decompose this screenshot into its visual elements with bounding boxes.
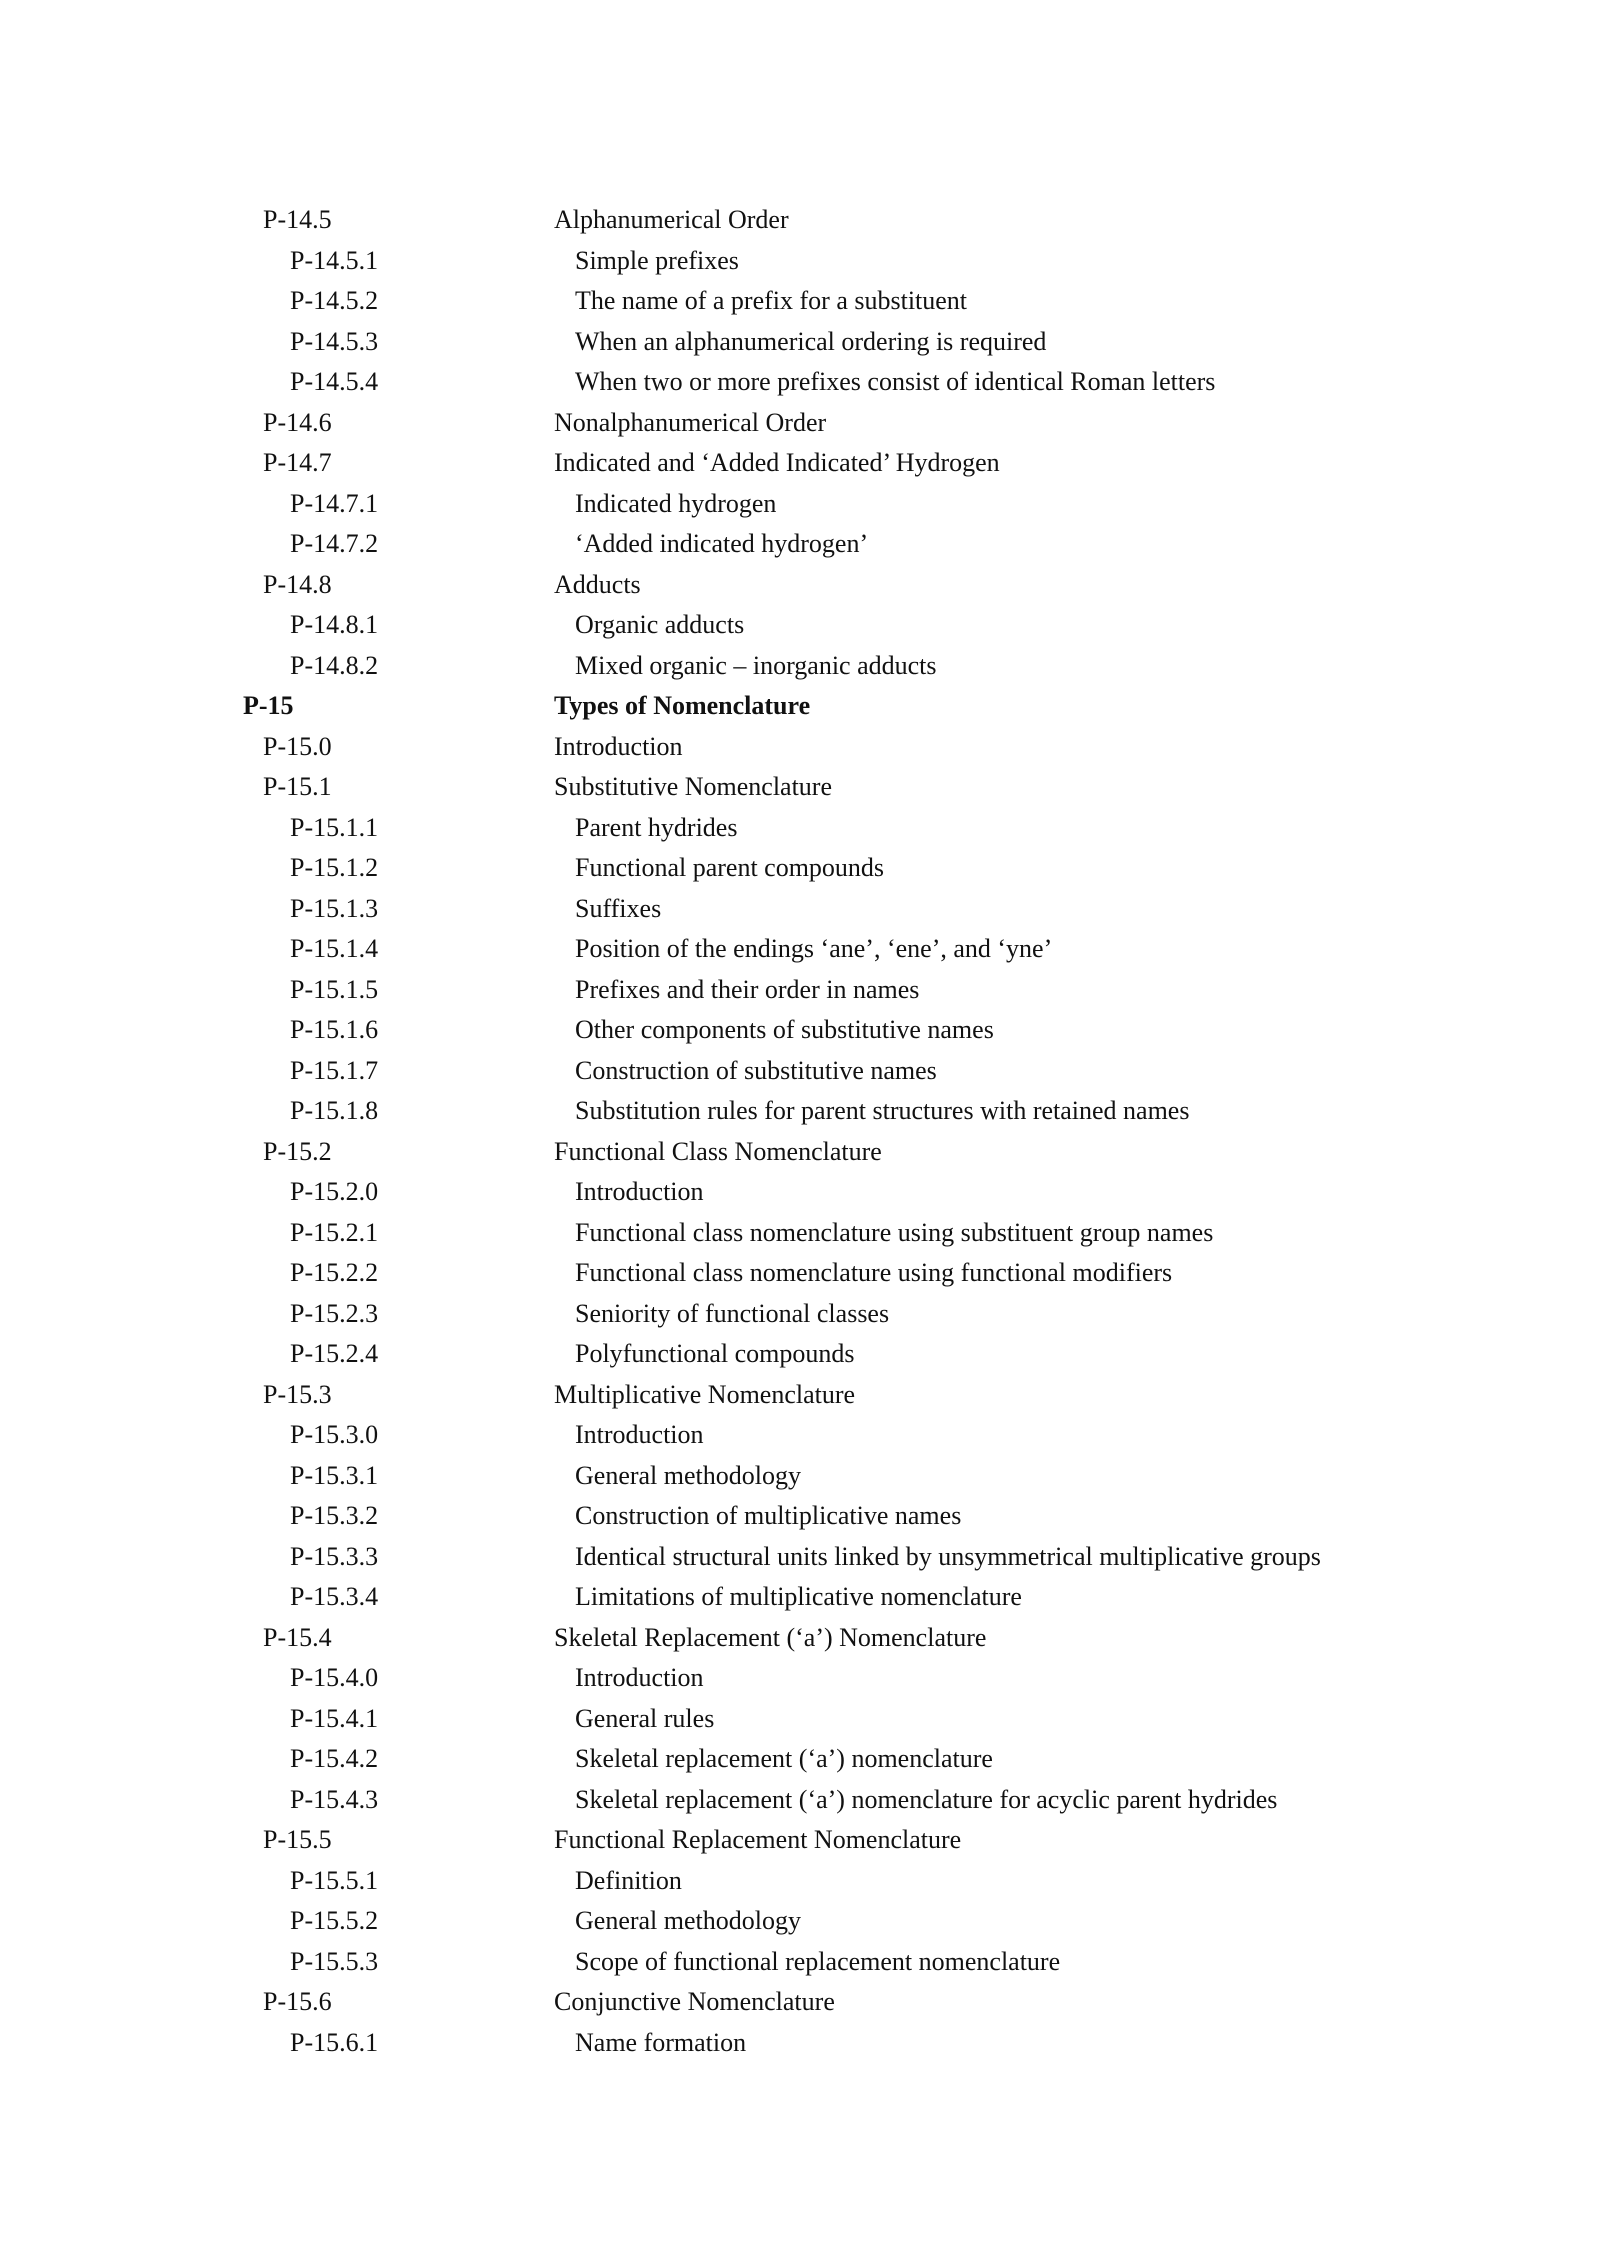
toc-entry-title: General rules: [575, 1703, 715, 1733]
toc-entry: [0, 970, 1600, 1011]
toc-entry: [0, 1132, 1600, 1173]
toc-entry-number: P-15.5.2: [290, 1906, 379, 1935]
toc-entry-title: ‘Added indicated hydrogen’: [575, 529, 869, 558]
toc-entry-title: Skeletal replacement (‘a’) nomenclature for acyclic parent hydrides: [575, 1784, 1278, 1814]
toc-entry-number: P-15.5: [263, 1825, 332, 1854]
toc-entry-title: Multiplicative Nomenclature: [554, 1379, 856, 1409]
toc-entry: [0, 1537, 1600, 1578]
toc-entry-title: Suffixes: [575, 893, 662, 923]
toc-entry: [0, 605, 1600, 646]
toc-entry-number: P-15.1.5: [290, 974, 379, 1004]
toc-entry-title: Functional Replacement Nomenclature: [554, 1825, 962, 1854]
toc-entry-title: Nonalphanumerical Order: [554, 407, 827, 437]
toc-entry-number: P-14.8: [263, 569, 332, 599]
toc-entry-title: Functional class nomenclature using substituent group names: [575, 1217, 1214, 1247]
toc-entry: [0, 808, 1600, 849]
toc-entry-number: P-15.6.1: [290, 2027, 379, 2057]
toc-entry-title: Substitution rules for parent structures with retained names: [575, 1096, 1190, 1125]
toc-entry: [0, 1982, 1600, 2023]
toc-entry-number: P-14.7: [263, 448, 332, 477]
toc-entry-title: Construction of multiplicative names: [575, 1501, 962, 1530]
toc-entry-title: Simple prefixes: [575, 245, 739, 275]
toc-entry-number: P-14.7.1: [290, 488, 379, 518]
toc-entry: [0, 241, 1600, 282]
toc-entry-title: When an alphanumerical ordering is required: [575, 326, 1047, 356]
toc-entry-number: P-15.1.3: [290, 893, 379, 923]
toc-entry-number: P-15.1.2: [290, 853, 379, 882]
toc-entry-number: P-15.4.1: [290, 1703, 379, 1733]
toc-entry-title: Skeletal Replacement (‘a’) Nomenclature: [554, 1622, 987, 1652]
toc-entry: [0, 767, 1600, 808]
toc-entry: [0, 1699, 1600, 1740]
toc-entry: [0, 322, 1600, 363]
toc-entry: [0, 1861, 1600, 1902]
toc-entry-number: P-14.7.2: [290, 529, 379, 558]
toc-entry: [0, 281, 1600, 322]
toc-entry-number: P-15.3.0: [290, 1420, 379, 1449]
toc-entry: [0, 1942, 1600, 1983]
toc-entry-title: Construction of substitutive names: [575, 1055, 937, 1085]
toc-entry-title: Substitutive Nomenclature: [554, 772, 833, 801]
toc-entry: [0, 403, 1600, 444]
toc-entry-title: Definition: [575, 1865, 682, 1895]
toc-entry: [0, 1780, 1600, 1821]
toc-entry: [0, 1618, 1600, 1659]
toc-entry-title: Other components of substitutive names: [575, 1015, 994, 1044]
toc-entry-title: Position of the endings ‘ane’, ‘ene’, and ‘yne’: [575, 934, 1053, 963]
toc-entry: [0, 1375, 1600, 1416]
toc-entry-number: P-15.4.0: [290, 1663, 379, 1692]
toc-entry-title: Indicated and ‘Added Indicated’ Hydrogen: [554, 448, 1000, 477]
toc-entry-number: P-15.3.2: [290, 1501, 379, 1530]
toc-entry-number: P-15.1.1: [290, 812, 379, 842]
toc-entry: [0, 524, 1600, 565]
toc-entry: [0, 1577, 1600, 1618]
toc-entry-number: P-15.2: [263, 1136, 332, 1166]
toc-entry: [0, 889, 1600, 930]
toc-entry: [0, 443, 1600, 484]
toc-entry: [0, 646, 1600, 687]
toc-entry-title: Scope of functional replacement nomenclature: [575, 1946, 1061, 1976]
toc-entry-title: Polyfunctional compounds: [575, 1339, 855, 1368]
toc-entry-title: Identical structural units linked by unsymmetrical multiplicative groups: [575, 1541, 1321, 1571]
toc-entry-title: When two or more prefixes consist of identical Roman letters: [575, 367, 1216, 396]
toc-entry-number: P-15.4.3: [290, 1784, 379, 1814]
toc-entry-title: Introduction: [575, 1420, 704, 1449]
toc-entry: [0, 1456, 1600, 1497]
toc-entry-number: P-14.8.1: [290, 610, 379, 639]
toc-entry-title: Mixed organic – inorganic adducts: [575, 650, 937, 680]
toc-entry: [0, 200, 1600, 241]
toc-entry-title: Types of Nomenclature: [554, 691, 811, 720]
toc-entry-number: P-15.4.2: [290, 1744, 379, 1773]
toc-entry-title: Functional parent compounds: [575, 853, 885, 882]
toc-entry-number: P-15.5.1: [290, 1865, 379, 1895]
toc-entry-title: Skeletal replacement (‘a’) nomenclature: [575, 1744, 993, 1773]
toc-entry: [0, 1213, 1600, 1254]
toc-entry: [0, 565, 1600, 606]
toc-entry: [0, 1820, 1600, 1861]
toc-entry: [0, 1496, 1600, 1537]
toc-entry: [0, 1739, 1600, 1780]
toc-entry-number: P-14.6: [263, 407, 332, 437]
toc-entry: [0, 362, 1600, 403]
toc-entry-title: Organic adducts: [575, 610, 745, 639]
toc-entry-number: P-14.5.3: [290, 326, 379, 356]
toc-entry-number: P-15.2.2: [290, 1258, 379, 1287]
toc-entry-title: Name formation: [575, 2027, 747, 2057]
toc-entry-title: Introduction: [575, 1663, 704, 1692]
toc-entry-number: P-15.1.6: [290, 1015, 379, 1044]
toc-entry-number: P-14.8.2: [290, 650, 379, 680]
toc-entry-title: Parent hydrides: [575, 812, 738, 842]
toc-entry-number: P-14.5.1: [290, 245, 379, 275]
toc-entry: [0, 848, 1600, 889]
toc-entry: [0, 1901, 1600, 1942]
toc-entry-title: Functional class nomenclature using functional modifiers: [575, 1258, 1173, 1287]
toc-entry-number: P-15.1.8: [290, 1096, 379, 1125]
toc-entry-number: P-15.3.1: [290, 1460, 379, 1490]
toc-entry: [0, 1415, 1600, 1456]
toc-entry: [0, 2023, 1600, 2064]
toc-entry-number: P-15.6: [263, 1987, 332, 2016]
toc-entry-number: P-15.3.4: [290, 1582, 379, 1611]
toc-entry: [0, 1010, 1600, 1051]
toc-entry: [0, 1091, 1600, 1132]
toc-entry-title: Introduction: [575, 1177, 704, 1206]
toc-entry-title: General methodology: [575, 1906, 801, 1935]
toc-entry-title: General methodology: [575, 1460, 801, 1490]
toc-entry-title: Adducts: [554, 569, 641, 599]
toc-section-heading: [0, 686, 1600, 727]
toc-entry: [0, 929, 1600, 970]
toc-entry-number: P-15.2.0: [290, 1177, 379, 1206]
toc-entry-number: P-15.2.3: [290, 1298, 379, 1328]
toc-entry: [0, 727, 1600, 768]
toc-entry: [0, 484, 1600, 525]
toc-entry-title: Seniority of functional classes: [575, 1298, 890, 1328]
toc-entry-number: P-15.0: [263, 731, 332, 761]
toc-entry-number: P-15.3: [263, 1379, 332, 1409]
toc-entry-number: P-15.3.3: [290, 1541, 379, 1571]
toc-entry-number: P-14.5: [263, 205, 332, 234]
toc-entry: [0, 1172, 1600, 1213]
toc-entry-title: Indicated hydrogen: [575, 488, 777, 518]
toc-entry-number: P-15.2.1: [290, 1217, 379, 1247]
toc-entry-number: P-15.1.7: [290, 1055, 379, 1085]
toc-entry-number: P-14.5.2: [290, 286, 379, 315]
toc-entry: [0, 1294, 1600, 1335]
toc-entry-number: P-14.5.4: [290, 367, 379, 396]
toc-entry-number: P-15.1.4: [290, 934, 379, 963]
toc-entry-title: Prefixes and their order in names: [575, 974, 920, 1004]
toc-entry: [0, 1051, 1600, 1092]
toc-entry-number: P-15.2.4: [290, 1339, 379, 1368]
toc-entry-number: P-15: [243, 691, 294, 720]
toc-entry: [0, 1334, 1600, 1375]
toc-entry-number: P-15.4: [263, 1622, 332, 1652]
toc-entry-title: Limitations of multiplicative nomenclature: [575, 1582, 1022, 1611]
table-of-contents: [0, 200, 1600, 2063]
toc-entry: [0, 1658, 1600, 1699]
toc-entry-title: Functional Class Nomenclature: [554, 1136, 882, 1166]
toc-entry-number: P-15.1: [263, 772, 332, 801]
toc-entry-title: Introduction: [554, 731, 683, 761]
toc-entry-title: Alphanumerical Order: [554, 205, 789, 234]
toc-entry-number: P-15.5.3: [290, 1946, 379, 1976]
toc-entry-title: The name of a prefix for a substituent: [575, 286, 968, 315]
toc-entry-title: Conjunctive Nomenclature: [554, 1987, 835, 2016]
toc-entry: [0, 1253, 1600, 1294]
